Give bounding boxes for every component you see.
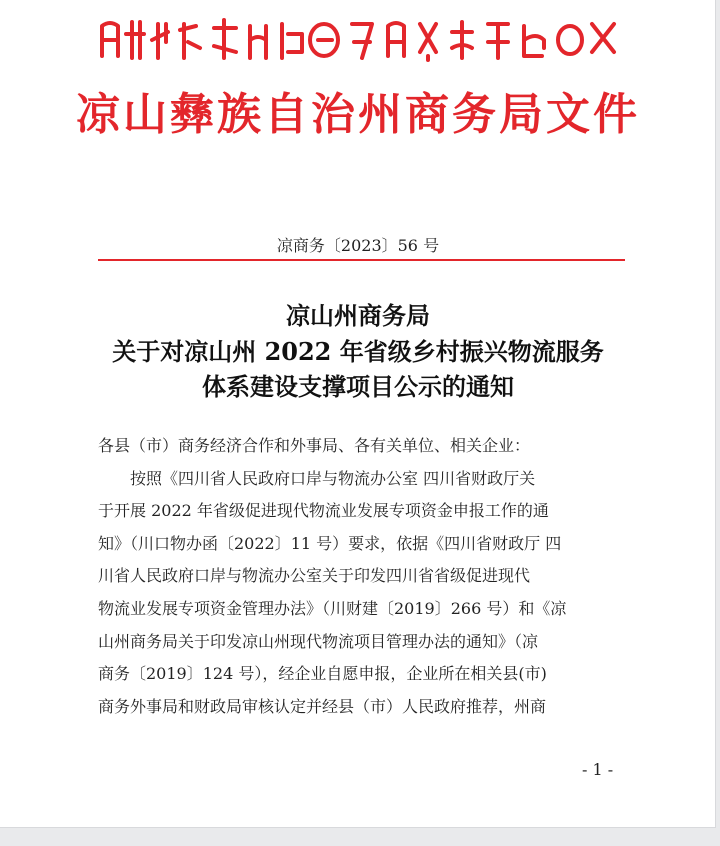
title-line-1: 凉山州商务局 <box>286 301 430 330</box>
red-divider-line <box>98 259 625 261</box>
body-line: 于开展 2022 年省级促进现代物流业发展专项资金申报工作的通 <box>98 501 549 521</box>
document-number: 凉商务〔2023〕56 号 <box>276 236 440 255</box>
document-body <box>98 430 626 723</box>
salutation: 各县（市）商务经济合作和外事局、各有关单位、相关企业： <box>98 436 531 455</box>
body-line: 按照《四川省人民政府口岸与物流办公室 四川省财政厅关 <box>98 468 536 488</box>
title-line-2: 关于对凉山州 2022 年省级乡村振兴物流服务 <box>112 337 604 366</box>
body-line: 知》（川口物办函〔2022〕11 号）要求，依据《四川省财政厅 四 <box>98 533 562 553</box>
page-number: - 1 - <box>582 760 614 779</box>
body-line: 商务〔2019〕124 号），经企业自愿申报，企业所在相关县(市) <box>98 664 547 684</box>
body-line: 山州商务局关于印发凉山州现代物流项目管理办法的通知》（凉 <box>98 631 539 651</box>
body-line: 商务外事局和财政局审核认定并经县（市）人民政府推荐，州商 <box>98 696 547 716</box>
yi-script-logo <box>96 12 620 66</box>
body-paragraph <box>98 463 626 724</box>
body-line: 川省人民政府口岸与物流办公室关于印发四川省省级促进现代 <box>98 566 531 586</box>
issuing-authority-banner: 凉山彝族自治州商务局文件 <box>76 89 640 140</box>
body-line: 物流业发展专项资金管理办法》（川财建〔2019〕266 号）和《凉 <box>98 598 567 618</box>
title-line-3: 体系建设支撑项目公示的通知 <box>202 372 514 401</box>
